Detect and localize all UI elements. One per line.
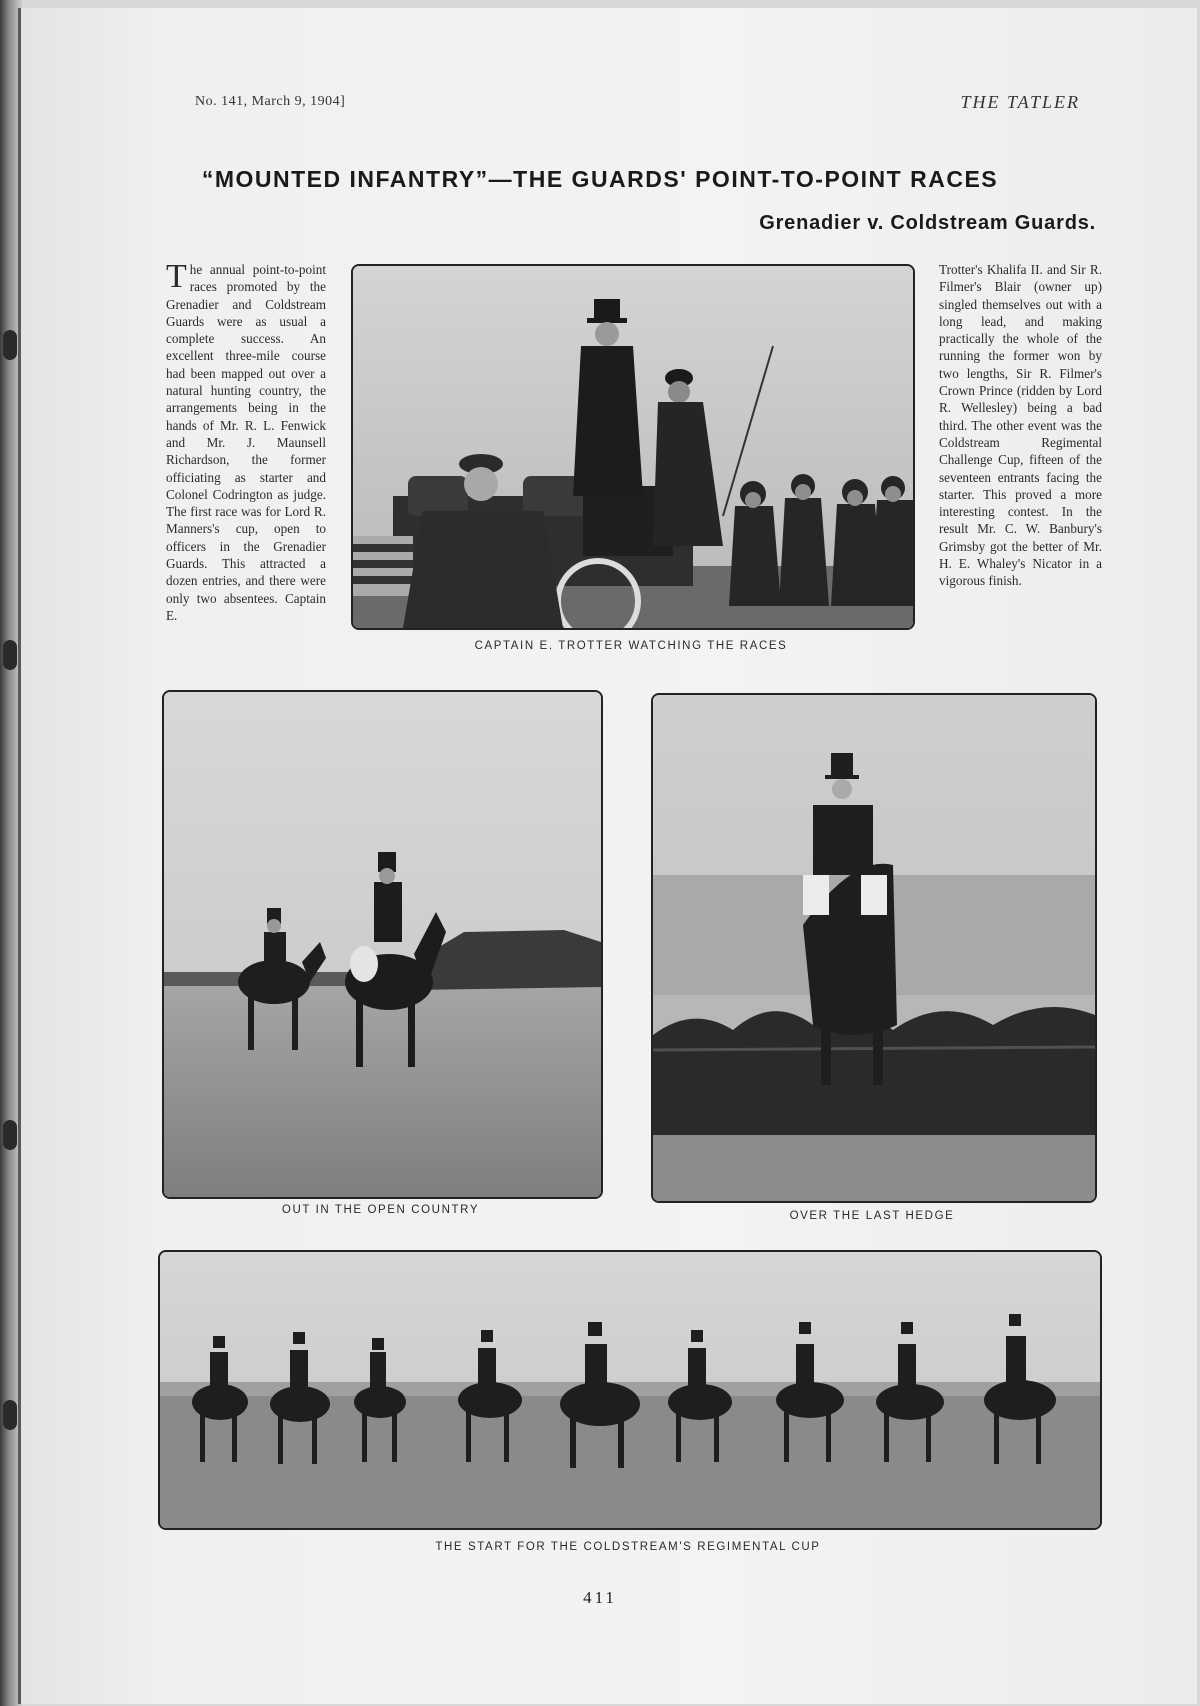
article-column-left: [166, 258, 326, 624]
caption-carriage: CAPTAIN E. TROTTER WATCHING THE RACES: [474, 640, 788, 652]
column-left-text: he annual point-to-point races promoted by the Grenadier and Coldstream Guards were as usual a complete success. An excellent three-mile course had been mapped out over a natural hunting country, the arrangements being in the hands of Mr. R. L. Fenwick and Mr. J. Maunsell Richardson, the former officiating as starter and Colonel Codrington as judge. The first race was for Lord R. Manners's cup, open to officers in the Grenadier Guards. This attracted a dozen entries, and there were only two absentees. Captain E.: [166, 262, 326, 623]
masthead: THE TATLER: [960, 92, 1080, 112]
binding-hole: [3, 330, 17, 360]
caption-last-hedge: OVER THE LAST HEDGE: [789, 1210, 955, 1222]
article-title: “MOUNTED INFANTRY”—THE GUARDS' POINT-TO-POINT RACES: [201, 166, 999, 192]
binding-hole: [3, 1120, 17, 1150]
article-subtitle: Grenadier v. Coldstream Guards.: [759, 212, 1096, 234]
photo-carriage: [351, 264, 915, 630]
issue-line: No. 141, March 9, 1904]: [195, 94, 346, 109]
binding-hole: [3, 1400, 17, 1430]
photo-start: [158, 1250, 1102, 1530]
photo-open-country: [162, 690, 603, 1199]
drop-cap: T: [166, 258, 187, 295]
caption-start: THE START FOR THE COLDSTREAM'S REGIMENTAL CUP: [435, 1541, 821, 1553]
binding-hole: [3, 640, 17, 670]
page-number: 411: [583, 1588, 617, 1607]
photo-last-hedge: [651, 693, 1097, 1203]
caption-open-country: OUT IN THE OPEN COUNTRY: [281, 1204, 480, 1216]
article-column-right: Trotter's Khalifa II. and Sir R. Filmer's Blair (owner up) singled themselves out with a long lead, and making practically the whole of the running the former won by two lengths, Sir R. Filmer's Crown Prince (ridden by Lord R. Wellesley) being a bad third. The other event was the Coldstream Regimental Challenge Cup, fifteen of the seventeen entrants facing the starter. This proved a more interesting contest. In the result Mr. C. W. Banbury's Grimsby got the better of Mr. H. E. Whaley's Nicator in a vigorous finish.: [939, 262, 1102, 589]
